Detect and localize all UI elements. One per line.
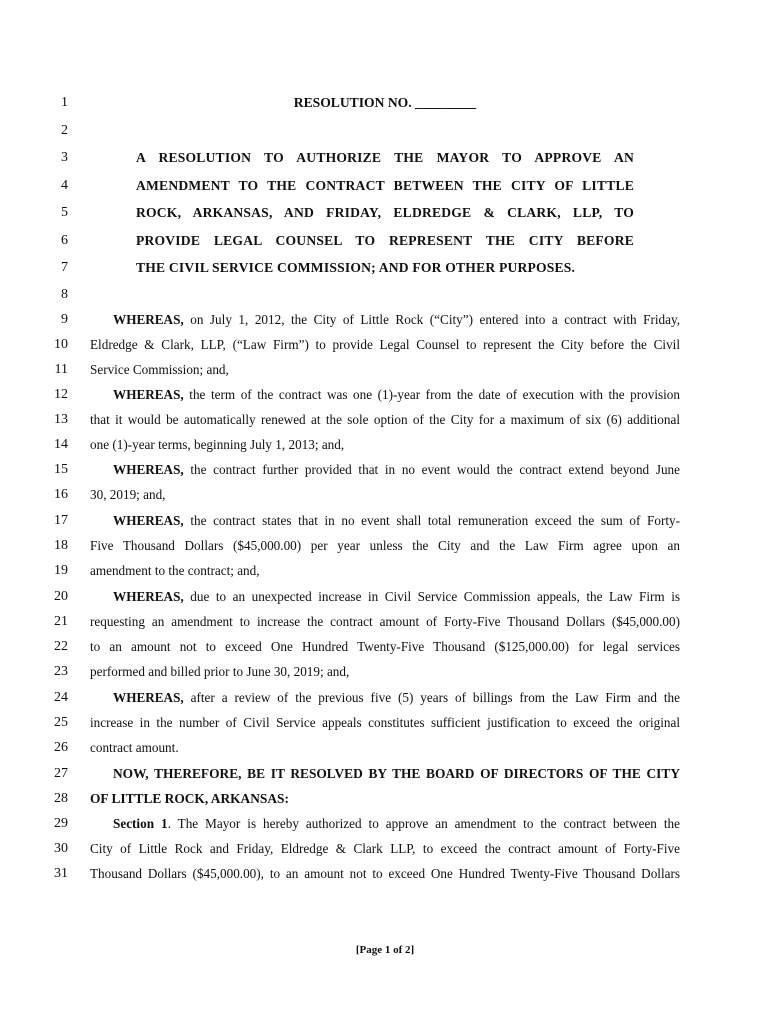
line-4 — [0, 173, 770, 198]
line-number: 10 — [54, 337, 68, 352]
line-6 — [0, 228, 770, 253]
line-18 — [0, 533, 770, 558]
line-number: 31 — [54, 866, 68, 881]
line-number: 28 — [54, 791, 68, 806]
line-number: 21 — [54, 614, 68, 629]
body-line: Thousand Dollars ($45,000.00), to an amount not to exceed One Hundred Twenty-Five Thousand Dollars — [90, 866, 680, 881]
line-number: 18 — [54, 538, 68, 553]
line-22 — [0, 634, 770, 659]
body-line: contract amount. — [90, 740, 179, 755]
line-12 — [0, 382, 770, 407]
body-line: Eldredge & Clark, LLP, (“Law Firm”) to provide Legal Counsel to represent the City before the Civil — [90, 337, 680, 352]
line-13 — [0, 407, 770, 432]
body-line: that it would be automatically renewed at the sole option of the City for a maximum of six (6) additional — [90, 412, 680, 427]
whereas-label: WHEREAS, — [113, 513, 184, 528]
line-3 — [0, 145, 770, 170]
line-19 — [0, 558, 770, 583]
body-line: increase in the number of Civil Service appeals constitutes sufficient justification to exceed the original — [90, 715, 680, 730]
line-number: 17 — [54, 513, 68, 528]
line-14 — [0, 432, 770, 457]
line-number: 22 — [54, 639, 68, 654]
line-number: 16 — [54, 487, 68, 502]
line-number: 4 — [61, 178, 68, 193]
whereas-label: WHEREAS, — [113, 690, 184, 705]
body-line: WHEREAS, after a review of the previous five (5) years of billings from the Law Firm and the — [113, 690, 680, 705]
line-31 — [0, 861, 770, 886]
title-line: THE CIVIL SERVICE COMMISSION; AND FOR OTHER PURPOSES. — [136, 260, 576, 275]
line-number: 5 — [61, 205, 68, 220]
line-number: 19 — [54, 563, 68, 578]
line-number: 23 — [54, 664, 68, 679]
line-1 — [0, 90, 770, 115]
line-number: 11 — [54, 362, 68, 377]
body-line: Five Thousand Dollars ($45,000.00) per year unless the City and the Law Firm agree upon an — [90, 538, 680, 553]
line-10 — [0, 332, 770, 357]
line-11 — [0, 357, 770, 382]
line-7 — [0, 255, 770, 280]
line-number: 24 — [54, 690, 68, 705]
line-number: 2 — [61, 123, 68, 138]
whereas-label: WHEREAS, — [113, 589, 184, 604]
body-line: WHEREAS, the term of the contract was one (1)-year from the date of execution with the provision — [113, 387, 680, 402]
line-28 — [0, 786, 770, 811]
line-8 — [0, 282, 770, 307]
line-30 — [0, 836, 770, 861]
whereas-label: WHEREAS, — [113, 312, 184, 327]
body-line: WHEREAS, the contract further provided that in no event would the contract extend beyond June — [113, 462, 680, 477]
body-line: Section 1. The Mayor is hereby authorized to approve an amendment to the contract between the — [113, 816, 680, 831]
title-line: AMENDMENT TO THE CONTRACT BETWEEN THE CITY OF LITTLE — [136, 178, 634, 193]
line-number: 1 — [61, 95, 68, 110]
resolved-clause: OF LITTLE ROCK, ARKANSAS: — [90, 791, 289, 806]
body-line: Service Commission; and, — [90, 362, 229, 377]
whereas-label: WHEREAS, — [113, 462, 184, 477]
line-number: 14 — [54, 437, 68, 452]
title-line: ROCK, ARKANSAS, AND FRIDAY, ELDREDGE & CLARK, LLP, TO — [136, 205, 634, 220]
page-footer: [Page 1 of 2] — [355, 944, 415, 956]
body-line: WHEREAS, due to an unexpected increase in Civil Service Commission appeals, the Law Firm is — [113, 589, 680, 604]
line-25 — [0, 710, 770, 735]
line-number: 30 — [54, 841, 68, 856]
line-number: 9 — [61, 312, 68, 327]
body-line: one (1)-year terms, beginning July 1, 2013; and, — [90, 437, 345, 452]
line-2 — [0, 118, 770, 143]
body-line: 30, 2019; and, — [90, 487, 166, 502]
line-17 — [0, 508, 770, 533]
line-number: 7 — [61, 260, 68, 275]
line-26 — [0, 735, 770, 760]
body-line: WHEREAS, the contract states that in no event shall total remuneration exceed the sum of Forty- — [113, 513, 680, 528]
line-number: 20 — [54, 589, 68, 604]
line-16 — [0, 482, 770, 507]
line-29 — [0, 811, 770, 836]
line-number: 25 — [54, 715, 68, 730]
line-20 — [0, 584, 770, 609]
resolved-clause: NOW, THEREFORE, BE IT RESOLVED BY THE BOARD OF DIRECTORS OF THE CITY — [113, 766, 680, 781]
line-27 — [0, 761, 770, 786]
body-line: amendment to the contract; and, — [90, 563, 260, 578]
line-number: 12 — [54, 387, 68, 402]
body-line: to an amount not to exceed One Hundred Twenty-Five Thousand ($125,000.00) for legal services — [90, 639, 680, 654]
line-number: 8 — [61, 287, 68, 302]
line-number: 3 — [61, 150, 68, 165]
line-number: 15 — [54, 462, 68, 477]
whereas-label: WHEREAS, — [113, 387, 184, 402]
line-number: 6 — [61, 233, 68, 248]
line-number: 29 — [54, 816, 68, 831]
body-line: WHEREAS, on July 1, 2012, the City of Little Rock (“City”) entered into a contract with Friday, — [113, 312, 680, 327]
resolution-number: RESOLUTION NO. _________ — [293, 95, 477, 110]
title-line: A RESOLUTION TO AUTHORIZE THE MAYOR TO APPROVE AN — [136, 150, 634, 165]
line-21 — [0, 609, 770, 634]
body-line: performed and billed prior to June 30, 2019; and, — [90, 664, 350, 679]
line-number: 27 — [54, 766, 68, 781]
section-label: Section 1 — [113, 816, 168, 831]
line-number: 26 — [54, 740, 68, 755]
line-5 — [0, 200, 770, 225]
title-line: PROVIDE LEGAL COUNSEL TO REPRESENT THE CITY BEFORE — [136, 233, 634, 248]
line-23 — [0, 659, 770, 684]
line-24 — [0, 685, 770, 710]
body-line: requesting an amendment to increase the contract amount of Forty-Five Thousand Dollars ($45,000.00) — [90, 614, 680, 629]
line-9 — [0, 307, 770, 332]
body-line: City of Little Rock and Friday, Eldredge & Clark LLP, to exceed the contract amount of Forty-Five — [90, 841, 680, 856]
line-15 — [0, 457, 770, 482]
line-number: 13 — [54, 412, 68, 427]
